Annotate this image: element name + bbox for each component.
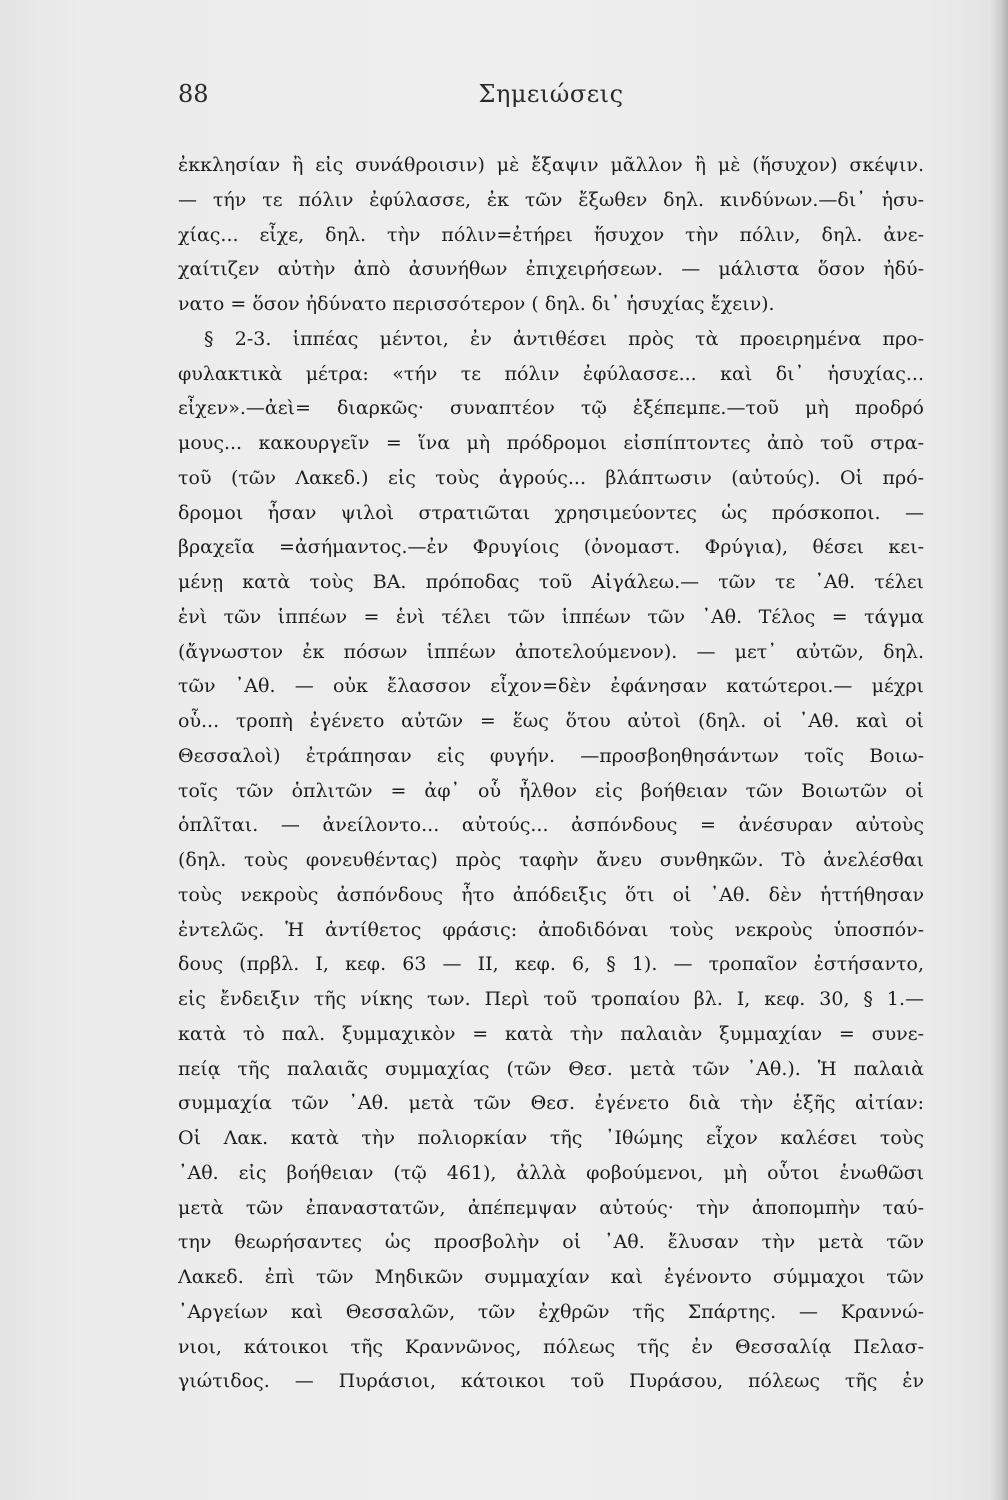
page-header [178,80,924,120]
text-line: χίας... εἶχε, δηλ. τὴν πόλιν=ἐτήρει ἥσυχον τὴν πόλιν, δηλ. ἀνε- [178,223,924,246]
text-line: την θεωρήσαντες ὡς προσβολὴν οἱ ᾽Αθ. ἔλυσαν τὴν μετὰ τῶν [178,1231,924,1254]
text-line: τοῦ (τῶν Λακεδ.) εἰς τοὺς ἀγρούς... βλάπτωσιν (αὐτούς). Οἱ πρό- [178,466,924,489]
text-line: βραχεῖα =ἀσήμαντος.—ἐν Φρυγίοις (ὀνομαστ. Φρύγια), θέσει κει- [178,536,924,559]
text-line: ᾽Αργείων καὶ Θεσσαλῶν, τῶν ἐχθρῶν τῆς Σπάρτης. — Κραννώ- [178,1300,924,1323]
text-line: Οἱ Λακ. κατὰ τὴν πολιορκίαν τῆς ᾽Ιθώμης εἶχον καλέσει τοὺς [178,1127,924,1149]
text-line: νιοι, κάτοικοι τῆς Κραννῶνος, πόλεως τῆς ἐν Θεσσαλίᾳ Πελασ- [178,1335,924,1358]
text-line: μένῃ κατὰ τοὺς ΒΑ. πρόποδας τοῦ Αἰγάλεω.— τῶν τε ᾽Αθ. τέλει [178,571,924,593]
text-line: τοὺς νεκροὺς ἀσπόνδους ἦτο ἀπόδειξις ὅτι οἱ ᾽Αθ. δὲν ἡττήθησαν [178,883,924,906]
text-line: γιώτιδος. — Πυράσιοι, κάτοικοι τοῦ Πυράσου, πόλεως τῆς ἐν [178,1370,924,1393]
text-line: νατο = ὅσον ἠδύνατο περισσότερον ( δηλ. δι᾽ ἡσυχίας ἔχειν). [178,293,775,315]
text-line: οὗ... τροπὴ ἐγένετο αὐτῶν = ἕως ὅτου αὐτοὶ (δηλ. οἱ ᾽Αθ. καὶ οἱ [178,710,924,732]
text-line: κατὰ τὸ παλ. ξυμμαχικὸν = κατὰ τὴν παλαιὰν ξυμμαχίαν = συνε- [178,1022,924,1045]
text-line: εἶχεν».—ἀεὶ= διαρκῶς· συναπτέον τῷ ἐξέπεμπε.—τοῦ μὴ προδρό [178,397,924,420]
text-line: ἐκκλησίαν ἢ εἰς συνάθροισιν) μὲ ἔξαψιν μᾶλλον ἢ μὲ (ἥσυχον) σκέψιν. [178,154,924,176]
text-line: ἑνὶ τῶν ἱππέων = ἑνὶ τέλει τῶν ἱππέων τῶν ᾽Αθ. Τέλος = τάγμα [178,605,924,628]
text-line: Θεσσαλοὶ) ἐτράπησαν εἰς φυγήν. —προσβοηθησάντων τοῖς Βοιω- [178,744,924,767]
text-line: εἰς ἔνδειξιν τῆς νίκης των. Περὶ τοῦ τροπαίου βλ. Ι, κεφ. 30, § 1.— [178,988,924,1010]
page-edge-shadow [990,0,1008,1500]
text-line: φυλακτικὰ μέτρα: «τήν τε πόλιν ἐφύλασσε... καὶ δι᾽ ἡσυχίας... [178,362,924,385]
text-line: (δηλ. τοὺς φονευθέντας) πρὸς ταφὴν ἄνευ συνθηκῶν. Τὸ ἀνελέσθαι [178,849,924,871]
text-line: — τήν τε πόλιν ἐφύλασσε, ἐκ τῶν ἔξωθεν δηλ. κινδύνων.—δι᾽ ἡσυ- [178,188,924,211]
text-line: μους... κακουργεῖν = ἵνα μὴ πρόδρομοι εἰσπίπτοντες ἀπὸ τοῦ στρα- [178,432,924,454]
text-line: Λακεδ. ἐπὶ τῶν Μηδικῶν συμμαχίαν καὶ ἐγένοντο σύμμαχοι τῶν [178,1266,924,1288]
text-line: ὁπλῖται. — ἀνείλοντο... αὐτούς... ἀσπόνδους = ἀνέσυραν αὐτοὺς [178,814,924,837]
text-line: τῶν ᾽Αθ. — οὐκ ἔλασσον εἶχον=δὲν ἐφάνησαν κατώτεροι.— μέχρι [178,675,924,698]
text-line: ᾽Αθ. εἰς βοήθειαν (τῷ 461), ἀλλὰ φοβούμενοι, μὴ οὗτοι ἑνωθῶσι [178,1161,924,1184]
page-number: 88 [178,80,209,108]
notes-text-block [178,148,924,1399]
text-line: δρομοι ἦσαν ψιλοὶ στρατιῶται χρησιμεύοντες ὡς πρόσκοποι. — [178,501,924,524]
text-line: ἐντελῶς. Ἡ ἀντίθετος φράσις: ἀποδιδόναι τοὺς νεκροὺς ὑποσπόν- [178,918,924,941]
text-line: § 2-3. ἱππέας μέντοι, ἐν ἀντιθέσει πρὸς τὰ προειρημένα προ- [204,327,924,350]
text-line: πείᾳ τῆς παλαιᾶς συμμαχίας (τῶν Θεσ. μετὰ τῶν ᾽Αθ.). Ἡ παλαιὰ [178,1057,924,1080]
text-line: τοῖς τῶν ὁπλιτῶν = ἀφ᾽ οὗ ἦλθον εἰς βοήθειαν τῶν Βοιωτῶν οἱ [178,779,924,802]
text-line: συμμαχία τῶν ᾽Αθ. μετὰ τῶν Θεσ. ἐγένετο διὰ τὴν ἑξῆς αἰτίαν: [178,1092,924,1115]
text-line: (ἄγνωστον ἐκ πόσων ἱππέων ἀποτελούμενον). — μετ᾽ αὐτῶν, δηλ. [178,640,924,663]
text-line: μετὰ τῶν ἐπαναστατῶν, ἀπέπεμψαν αὐτούς· τὴν ἀποπομπὴν ταύ- [178,1196,924,1219]
running-title: Σημειώσεις [478,80,624,108]
text-line: χαίτιζεν αὐτὴν ἀπὸ ἀσυνήθων ἐπιχειρήσεων. — μάλιστα ὅσον ἠδύ- [178,258,924,281]
text-line: δους (πρβλ. Ι, κεφ. 63 — ΙΙ, κεφ. 6, § 1). — τροπαῖον ἐστήσαντο, [178,953,924,976]
